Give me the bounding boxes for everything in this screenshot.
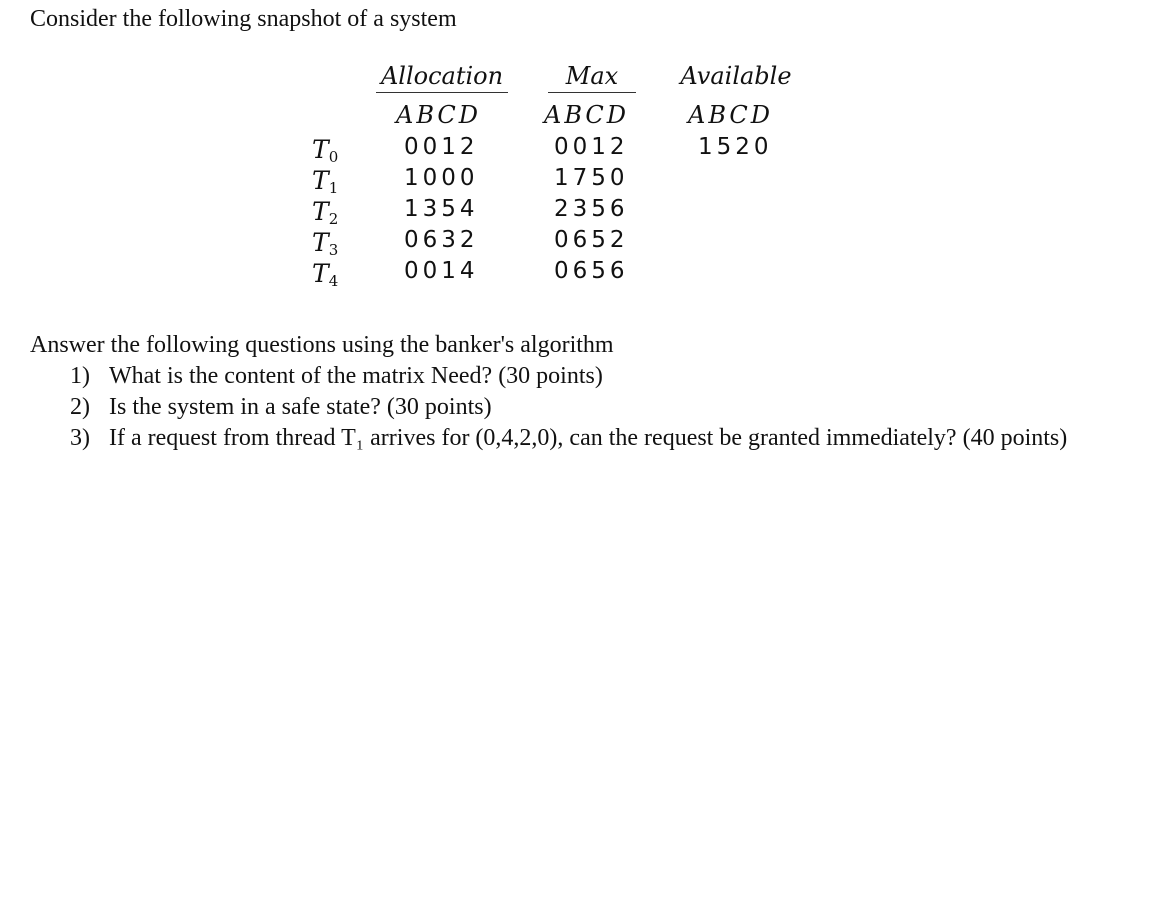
max-column: [554, 132, 629, 287]
allocation-cell: 1354: [404, 196, 479, 222]
max-cell: 0652: [554, 227, 629, 253]
allocation-header: Allocation: [376, 60, 508, 93]
question-text: What is the content of the matrix Need? (30 points): [109, 363, 603, 389]
allocation-cell: 0012: [404, 134, 479, 160]
allocation-resources-header: ABCD: [396, 101, 482, 129]
question-item: [30, 361, 1120, 392]
questions-heading: Answer the following questions using the banker's algorithm: [30, 332, 614, 358]
available-cell: 1520: [698, 134, 773, 160]
question-item: [30, 423, 1120, 454]
thread-label: $T_3$: [312, 228, 339, 259]
available-column: [698, 132, 773, 163]
allocation-cell: 1000: [404, 165, 479, 191]
max-resources-header: ABCD: [544, 101, 630, 129]
available-resources-header: ABCD: [688, 101, 774, 129]
intro-text: Consider the following snapshot of a system: [30, 6, 457, 32]
question-number: 3): [70, 425, 90, 451]
max-cell: 1750: [554, 165, 629, 191]
questions-list: [30, 361, 1120, 454]
questions-section: [30, 330, 1120, 454]
max-cell: 2356: [554, 196, 629, 222]
question-text: Is the system in a safe state? (30 points): [109, 394, 492, 420]
thread-label: $T_1$: [312, 166, 339, 197]
allocation-cell: 0014: [404, 258, 479, 284]
thread-label: $T_4$: [312, 259, 339, 290]
max-cell: 0012: [554, 134, 629, 160]
thread-column: [312, 134, 352, 289]
question-number: 2): [70, 394, 90, 420]
max-header: Max: [548, 60, 636, 93]
question-item: [30, 392, 1120, 423]
allocation-cell: 0632: [404, 227, 479, 253]
thread-label: $T_2$: [312, 197, 339, 228]
max-cell: 0656: [554, 258, 629, 284]
allocation-column: [404, 132, 479, 287]
snapshot-table: [300, 56, 820, 306]
question-text: If a request from thread T₁ arrives for (0,4,2,0), can the request be granted immediately? (40 points): [109, 425, 1068, 451]
available-header: Available: [680, 62, 792, 90]
question-number: 1): [70, 363, 90, 389]
thread-label: $T_0$: [312, 135, 339, 166]
